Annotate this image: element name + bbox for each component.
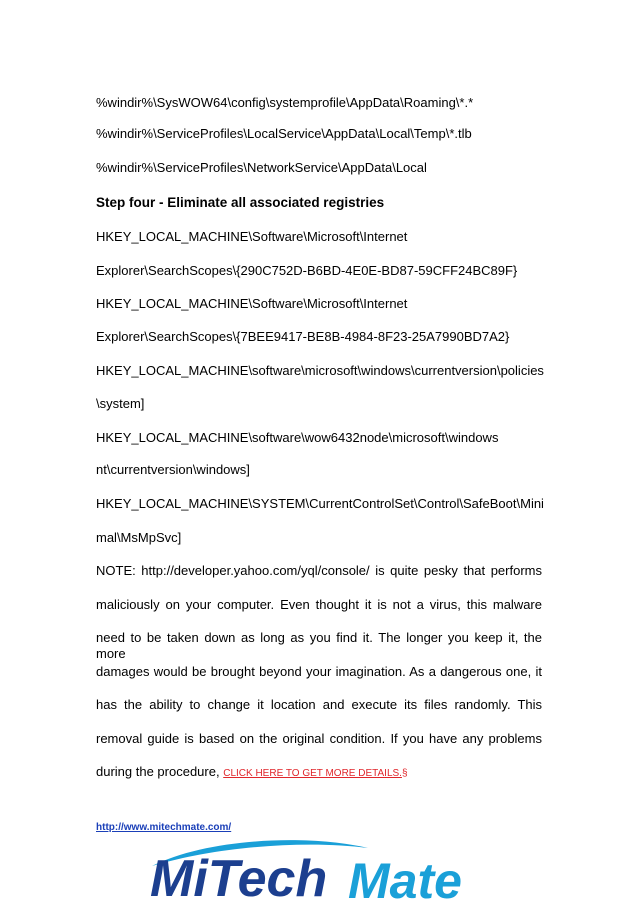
- note-line-4: damages would be brought beyond your imagination. As a dangerous one, it: [96, 664, 542, 679]
- registry-line-3: HKEY_LOCAL_MACHINE\Software\Microsoft\Internet: [96, 296, 408, 311]
- registry-line-9: HKEY_LOCAL_MACHINE\SYSTEM\CurrentControlSet\Control\SafeBoot\Mini: [96, 496, 544, 511]
- logo-text-mitech: MiTech: [150, 850, 328, 903]
- section-mark: §: [401, 768, 408, 779]
- registry-line-4: Explorer\SearchScopes\{7BEE9417-BE8B-4984-8F23-25A7990BD7A2}: [96, 329, 510, 344]
- registry-line-10: mal\MsMpSvc]: [96, 530, 182, 545]
- note-line-3: need to be taken down as long as you find it. The longer you keep it, the more: [96, 630, 542, 661]
- registry-line-2: Explorer\SearchScopes\{290C752D-B6BD-4E0E-BD87-59CFF24BC89F}: [96, 263, 518, 278]
- section-heading: Step four - Eliminate all associated registries: [96, 195, 385, 210]
- note-last-text: during the procedure,: [96, 764, 220, 779]
- note-line-6: removal guide is based on the original condition. If you have any problems: [96, 731, 542, 746]
- path-line-3: %windir%\ServiceProfiles\NetworkService\AppData\Local: [96, 160, 427, 175]
- footer-url-link[interactable]: http://www.mitechmate.com/: [96, 822, 232, 833]
- registry-line-8: nt\currentversion\windows]: [96, 462, 250, 477]
- more-details-link[interactable]: CLICK HERE TO GET MORE DETAILS.: [223, 768, 402, 779]
- path-line-2: %windir%\ServiceProfiles\LocalService\AppData\Local\Temp\*.tlb: [96, 126, 472, 141]
- path-line-1: %windir%\SysWOW64\config\systemprofile\AppData\Roaming\*.*: [96, 95, 474, 110]
- note-last-line: [96, 764, 408, 782]
- note-line-2: maliciously on your computer. Even thought it is not a virus, this malware: [96, 597, 542, 612]
- registry-line-1: HKEY_LOCAL_MACHINE\Software\Microsoft\Internet: [96, 229, 408, 244]
- registry-line-5: HKEY_LOCAL_MACHINE\software\microsoft\windows\currentversion\policies: [96, 363, 544, 378]
- note-line-5: has the ability to change it location and execute its files randomly. This: [96, 697, 542, 712]
- note-line-1: NOTE: http://developer.yahoo.com/yql/console/ is quite pesky that performs: [96, 563, 542, 578]
- logo-text-mate: Mate: [348, 853, 462, 903]
- registry-line-6: \system]: [96, 396, 145, 411]
- registry-line-7: HKEY_LOCAL_MACHINE\software\wow6432node\microsoft\windows: [96, 430, 499, 445]
- mitechmate-logo: [148, 832, 493, 903]
